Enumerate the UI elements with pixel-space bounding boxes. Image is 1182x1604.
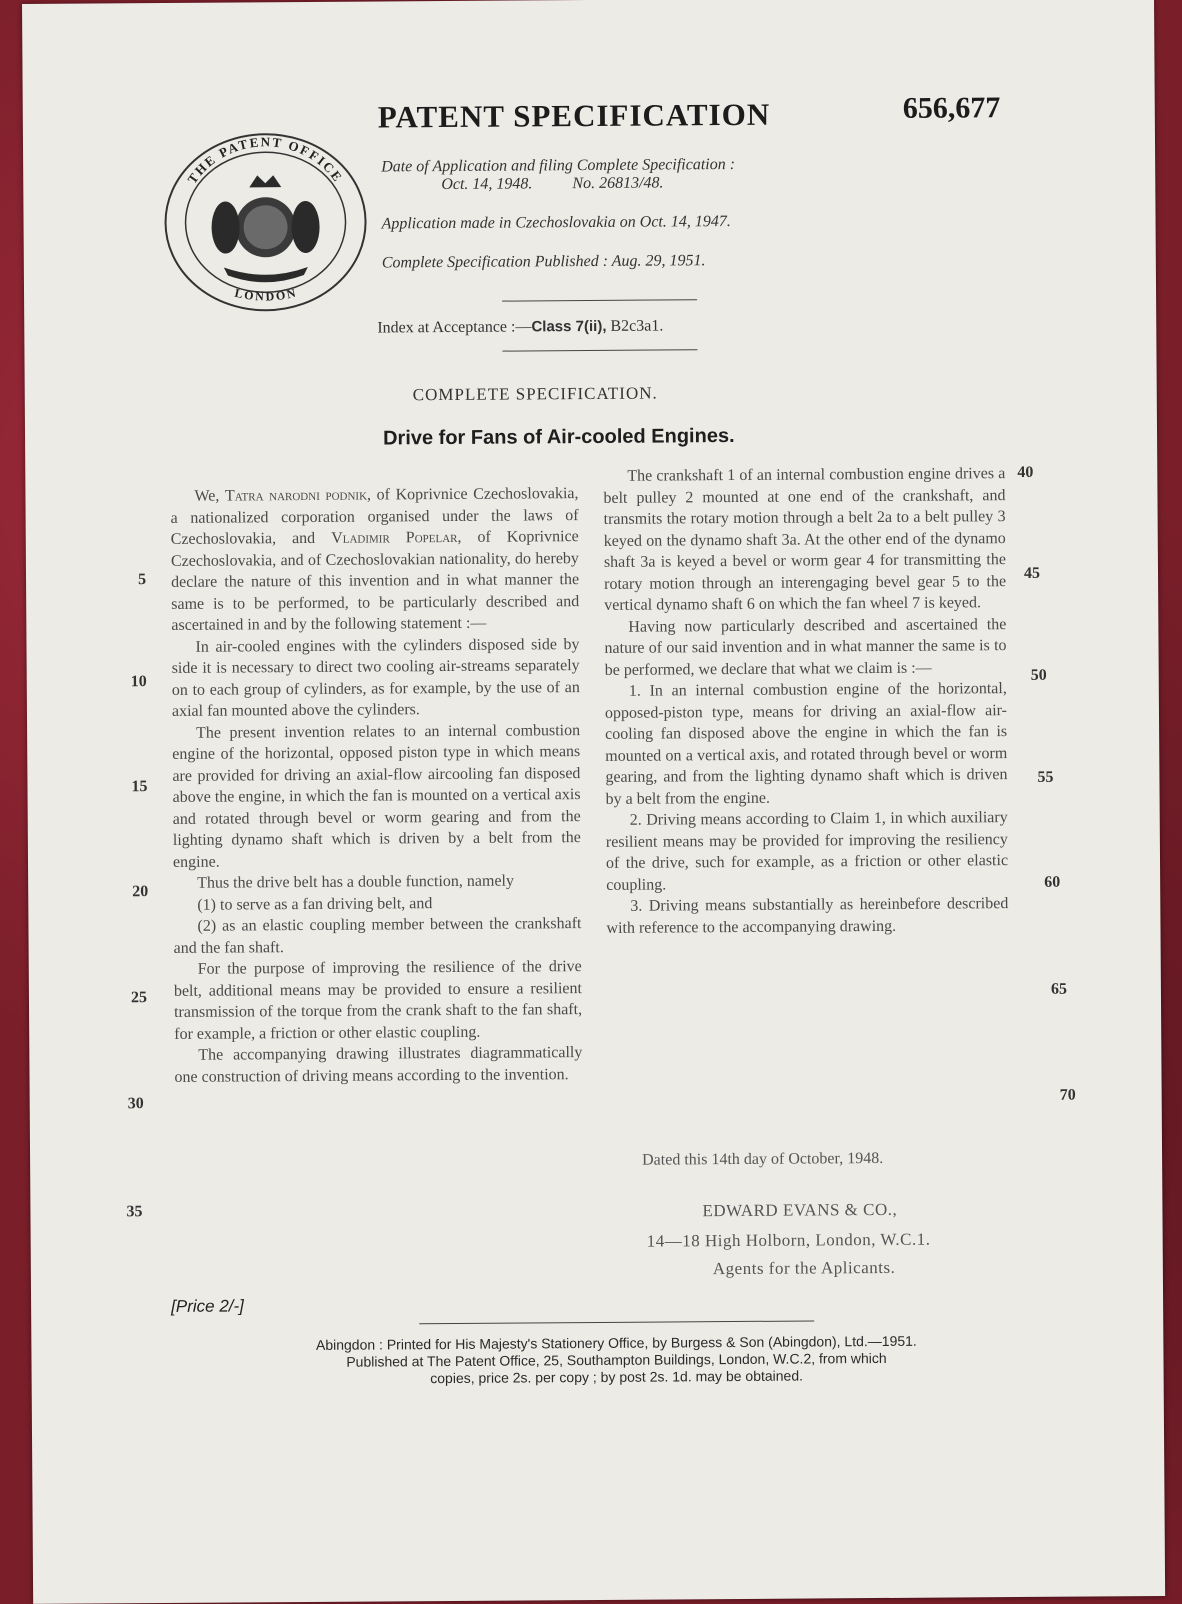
paragraph: In air-cooled engines with the cylinders disposed side by side it is necessary to direct two cooling air-streams separately on to each group of cylinders, as for example, by the use of an axial fan mounted above the cylinders. <box>171 635 580 720</box>
line-number: 30 <box>127 1095 144 1113</box>
line-number: 65 <box>1050 980 1067 998</box>
patent-office-seal <box>153 126 379 318</box>
line-number: 25 <box>130 989 148 1007</box>
divider <box>419 1320 814 1324</box>
application-made-line: Application made in Czechoslovakia on Oct. 14, 1947. <box>381 213 731 233</box>
index-code: B2c3a1. <box>606 317 664 335</box>
paragraph: The crankshaft 1 of an internal combustion engine drives a belt pulley 2 mounted at one end of the crankshaft, and transmits the rotary motion through a belt 2a to a belt pulley 3 keyed on the dynamo shaft 3a. At the other end of the dynamo shaft 3a is keyed a bevel or worm gear 4 for transmitting the rotary motion through an interengaging bevel gear 5 to the vertical dynamo shaft 6 on which the fan wheel 7 is keyed. <box>603 465 1007 614</box>
paragraph: (2) as an elastic coupling member between the crankshaft and the fan shaft. <box>173 915 582 957</box>
agent-name: EDWARD EVANS & CO., <box>702 1199 898 1221</box>
line-number: 20 <box>132 883 149 901</box>
line-number: 45 <box>1023 564 1041 582</box>
claim: 1. In an internal combustion engine of the horizontal, opposed-piston type, means for driving an axial-flow air-cooling fan disposed above the engine in which the fan is mounted on a vertical axis, and rotated through bevel or worm gearing, and from the lighting dynamo shaft which is driven by a belt from the engine. <box>604 680 1008 808</box>
seal-top-text: THE PATENT OFFICE <box>184 134 347 187</box>
line-number: 10 <box>130 673 147 691</box>
price: [Price 2/-] <box>171 1296 244 1316</box>
printer-footer <box>201 1332 1031 1389</box>
paragraph: Having now particularly described and ascertained the nature of our said invention and in what manner the same is to be performed, we declare that what we claim is :— <box>604 615 1007 679</box>
line-number: 5 <box>137 571 147 589</box>
right-column <box>603 463 1008 939</box>
index-prefix: Index at Acceptance :— <box>377 318 532 337</box>
application-date-values: Oct. 14, 1948. No. 26813/48. <box>441 174 664 194</box>
line-number: 40 <box>1017 463 1034 482</box>
line-number: 70 <box>1059 1086 1076 1104</box>
complete-specification-heading: COMPLETE SPECIFICATION. <box>412 383 658 405</box>
applicant-name: Vladimir Popelar <box>331 528 458 547</box>
applicant-name: Tatra narodni podnik <box>224 486 368 505</box>
claim: 2. Driving means according to Claim 1, in which auxiliary resilient means may be provided for improving the resiliency of the drive, such for example, as a friction or other elastic coupling. <box>605 809 1009 894</box>
line-number: 50 <box>1030 666 1047 684</box>
footer-line: copies, price 2s. per copy ; by post 2s. 1d. may be obtained. <box>430 1367 804 1387</box>
line-number: 35 <box>126 1203 143 1221</box>
document-page <box>22 0 1165 1604</box>
application-date-label: Date of Application and filing Complete Specification : <box>381 155 736 176</box>
patent-number: 656,677 <box>902 91 1001 125</box>
page-title: PATENT SPECIFICATION <box>377 96 771 135</box>
svg-text:LONDON <box>233 285 299 304</box>
paragraph: The accompanying drawing illustrates diagrammatically one construction of driving means according to the invention. <box>174 1044 583 1086</box>
paragraph: The present invention relates to an internal combustion engine of the horizontal, opposed piston type in which means are provided for driving an axial-flow aircooling fan disposed above the engine, in which the fan is mounted on a vertical axis and rotated through bevel or worm gearing and from the lighting dynamo shaft which is driven by a belt from the engine. <box>172 721 581 871</box>
paragraph: (1) to serve as a fan driving belt, and <box>197 894 433 914</box>
left-column <box>170 483 582 1088</box>
paragraph: For the purpose of improving the resilience of the drive belt, additional means may be provided to ensure a resilient transmission of the torque from the crank shaft to the fan shaft, for example, a friction or other elastic coupling. <box>173 958 583 1043</box>
line-number: 55 <box>1037 768 1054 786</box>
agent-role: Agents for the Aplicants. <box>712 1257 896 1279</box>
line-number: 60 <box>1044 873 1061 891</box>
divider <box>502 299 697 301</box>
published-line: Complete Specification Published : Aug. 29, 1951. <box>381 252 706 272</box>
index-class: Class 7(ii), <box>531 317 607 336</box>
seal-bottom-text: LONDON <box>233 285 299 304</box>
claim: 3. Driving means substantially as hereinbefore described with reference to the accompanying drawing. <box>606 895 1009 937</box>
paragraph: We, Tatra narodni podnik, of Koprivnice Czechoslovakia, a nationalized corporation organised under the laws of Czechoslovakia, and Vladimir Popelar, of Koprivnice Czechoslovakia, and of Czechoslovakian nationality, do hereby declare the nature of this invention and in what manner the same is to be performed, to be particularly described and ascertained in and by the following statement :— <box>170 485 580 634</box>
svg-text:THE PATENT OFFICE <box>184 134 346 187</box>
footer-line: Abingdon : Printed for His Majesty's Stationery Office, by Burgess & Son (Abingdon), Ltd.—1951. <box>315 1332 917 1353</box>
dated-line: Dated this 14th day of October, 1948. <box>642 1149 884 1169</box>
divider <box>502 349 697 351</box>
line-number: 15 <box>131 778 148 796</box>
index-at-acceptance <box>377 317 663 337</box>
paragraph: Thus the drive belt has a double function, namely <box>197 872 515 892</box>
document-title: Drive for Fans of Air-cooled Engines. <box>382 424 735 450</box>
footer-line: Published at The Patent Office, 25, Southampton Buildings, London, W.C.2, from which <box>346 1349 887 1370</box>
agent-address: 14—18 High Holborn, London, W.C.1. <box>646 1229 931 1251</box>
